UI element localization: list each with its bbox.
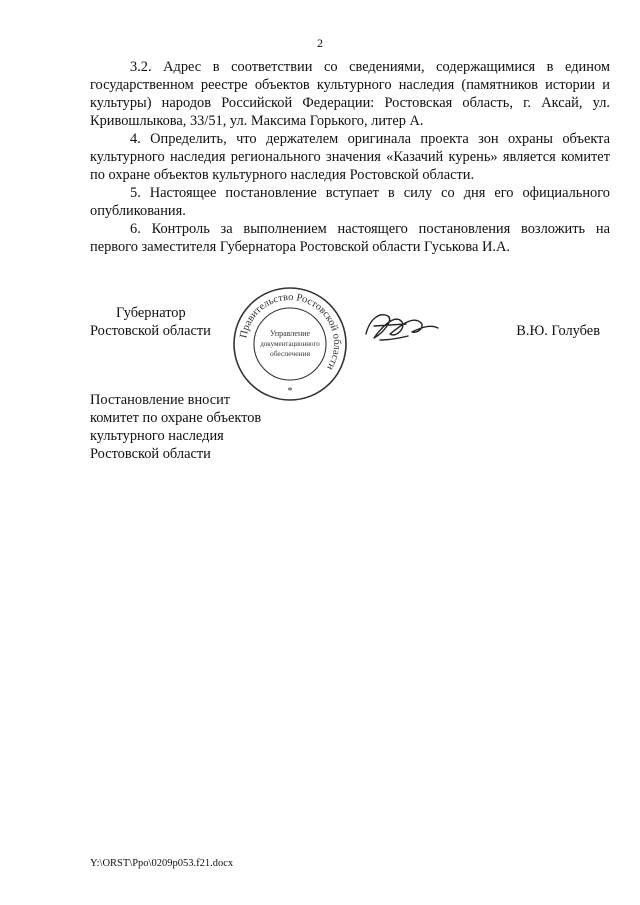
file-path-footer: Y:\ORST\Ppo\0209p053.f21.docx bbox=[90, 858, 234, 869]
submitter-line1: Постановление вносит bbox=[90, 392, 231, 408]
seal-inner-line3: обеспечения bbox=[269, 349, 311, 358]
signatory-name: В.Ю. Голубев bbox=[516, 323, 600, 339]
seal-inner-line1: Управление bbox=[269, 329, 311, 338]
paragraph-6: 6. Контроль за выполнением настоящего постановления возложить на первого заместителя Губернатора Ростовской области Гуськова И.А. bbox=[90, 221, 610, 255]
seal-inner-line2: документационного bbox=[260, 340, 320, 348]
seal-star: * bbox=[287, 386, 293, 397]
submitter-line3: культурного наследия bbox=[90, 428, 224, 444]
paragraph-4: 4. Определить, что держателем оригинала проекта зон охраны объекта культурного наследия регионального значения «Казачий курень» является комитет по охране объектов культурного наследия Ростовской области. bbox=[90, 131, 610, 183]
signature-block bbox=[90, 291, 610, 397]
submitter-line4: Ростовской области bbox=[90, 446, 211, 462]
paragraph-5: 5. Настоящее постановление вступает в силу со дня его официального опубликования. bbox=[90, 185, 610, 219]
seal-outer-text: Правительство Ростовской области bbox=[238, 291, 343, 372]
submitter-block bbox=[90, 391, 330, 463]
document-body bbox=[90, 58, 610, 256]
paragraph-3-2: 3.2. Адрес в соответствии со сведениями, содержащимися в едином государственном реестре объектов культурного наследия (памятников истории и культуры) народов Российской Федерации: Ростовская область, г. Аксай, ул. Кривошлыкова, 33/51, ул. Максима Горького, литер А. bbox=[90, 59, 610, 129]
handwritten-signature bbox=[360, 304, 450, 348]
signatory-region: Ростовской области bbox=[90, 323, 211, 339]
official-seal-stamp bbox=[230, 284, 350, 404]
signatory-title: Губернатор bbox=[116, 305, 186, 321]
page-number: 2 bbox=[317, 36, 323, 50]
signatory-position bbox=[90, 304, 211, 340]
submitter-line2: комитет по охране объектов bbox=[90, 410, 262, 426]
